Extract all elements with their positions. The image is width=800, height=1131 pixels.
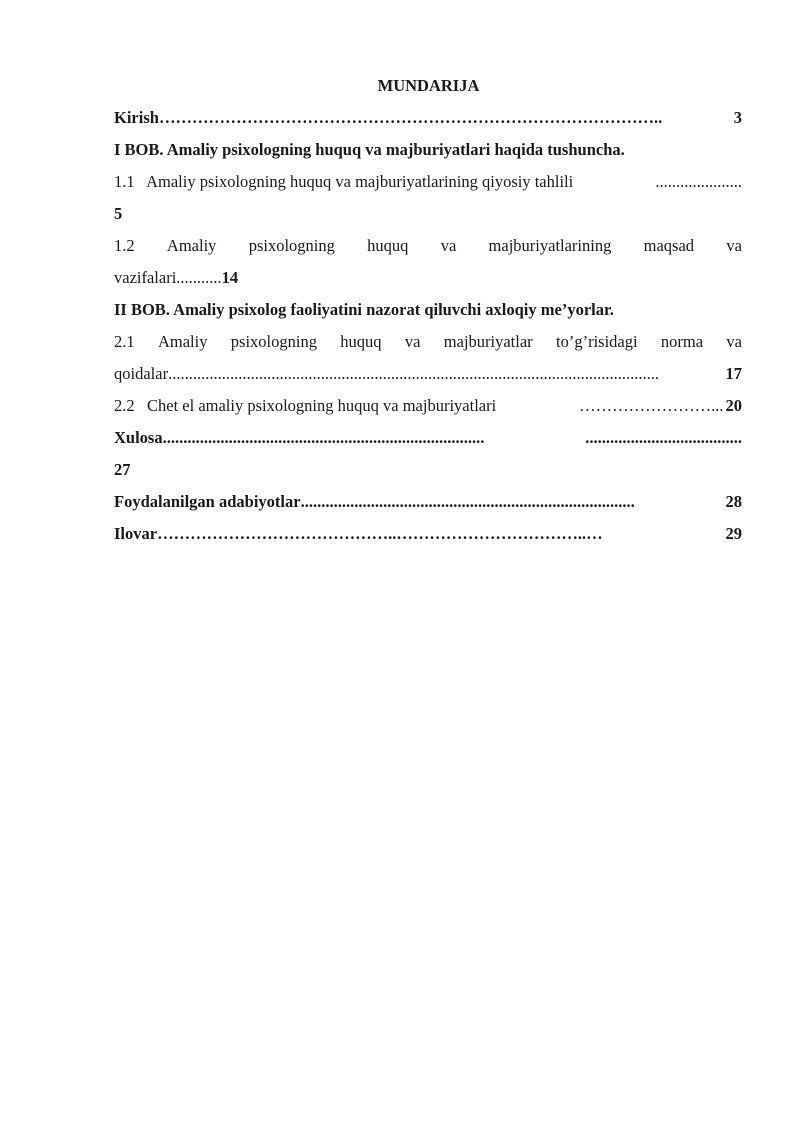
toc-entry-label: qoidalar [114, 364, 169, 383]
toc-leader: ..................... [655, 172, 742, 191]
toc-word: va [726, 236, 742, 255]
toc-section-number: 1.2 [114, 236, 135, 255]
toc-word: va [726, 332, 742, 351]
toc-leader: ....................................................................................................................... [168, 364, 659, 383]
toc-entry-label: Ilovar [114, 524, 158, 543]
toc-leader: ……………………………………..……………………………..… [157, 524, 603, 543]
toc-entry-adabiyotlar[interactable] [114, 486, 742, 518]
toc-entry-xulosa[interactable] [114, 422, 742, 454]
toc-word: Amaliy [157, 332, 208, 351]
toc-entry-label: vazifalari [114, 268, 177, 287]
toc-section-number: 2.1 [114, 332, 135, 351]
toc-page-number: 5 [114, 204, 123, 223]
toc-word: va [440, 236, 457, 255]
toc-entry-label: Amaliy psixologning huquq va majburiyatlarining qiyosiy tahlili [146, 172, 574, 191]
toc-page-number: 14 [221, 268, 239, 287]
toc-entry-ilovar[interactable] [114, 518, 742, 550]
toc-leader: ……………………………………………………………………………….. [158, 108, 663, 127]
toc-word: majburiyatlar [443, 332, 533, 351]
toc-entry-kirish[interactable] [114, 102, 742, 134]
toc-page [114, 70, 742, 550]
toc-entry-label: Kirish [114, 108, 159, 127]
toc-page-number: 29 [725, 524, 742, 543]
toc-title: MUNDARIJA [377, 76, 480, 95]
toc-entry-label: Foydalanilgan adabiyotlar [114, 492, 301, 511]
toc-section-number: 2.2 [114, 396, 135, 415]
toc-word: to’g’risidagi [556, 332, 638, 351]
toc-leader: .............................................................................. [162, 428, 485, 447]
toc-entry-2-2[interactable] [114, 390, 742, 422]
toc-section-number: 1.1 [114, 172, 135, 191]
toc-leader: ...................................... [585, 428, 742, 447]
toc-word: psixologning [230, 332, 317, 351]
toc-word: psixologning [248, 236, 335, 255]
toc-word: maqsad [643, 236, 695, 255]
toc-page-number: 17 [725, 364, 742, 383]
toc-word: huquq [367, 236, 409, 255]
toc-page-number: 27 [114, 460, 131, 479]
toc-chapter-1[interactable]: I BOB. Amaliy psixologning huquq va majburiyatlari haqida tushuncha. [114, 140, 625, 159]
toc-entry-2-1-cont [114, 358, 742, 390]
toc-entry-label: Chet el amaliy psixologning huquq va majburiyatlari [147, 396, 497, 415]
toc-entry-2-1[interactable] [114, 326, 742, 358]
toc-word: huquq [340, 332, 382, 351]
toc-leader: ................................................................................. [300, 492, 635, 511]
toc-entry-label: Xulosa [114, 428, 163, 447]
toc-page-number: 3 [733, 108, 742, 127]
toc-entry-1-2[interactable] [114, 230, 742, 262]
toc-entry-1-2-cont [114, 262, 742, 294]
toc-word: norma [660, 332, 704, 351]
toc-entry-1-1[interactable] [114, 166, 742, 198]
toc-word: va [404, 332, 421, 351]
toc-page-number: 20 [725, 396, 742, 415]
toc-chapter-2[interactable]: II BOB. Amaliy psixolog faoliyatini nazorat qiluvchi axloqiy me’yorlar. [114, 300, 614, 319]
toc-leader: ........... [176, 268, 222, 287]
toc-page-number: 28 [725, 492, 742, 511]
toc-word: majburiyatlarining [488, 236, 612, 255]
toc-word: Amaliy [166, 236, 217, 255]
toc-leader: ……………………... [579, 396, 724, 415]
